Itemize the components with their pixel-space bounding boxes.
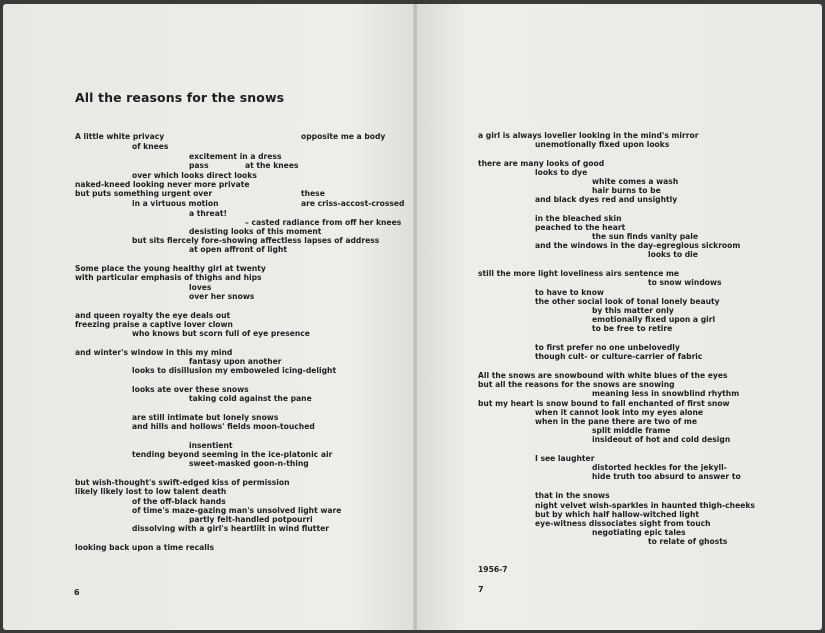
poem-line: the other social look of tonal lonely beauty bbox=[535, 297, 720, 306]
poem-line: looks to disillusion my emboweled icing-delight bbox=[132, 366, 337, 375]
poem-line: though cult- or culture-carrier of fabric bbox=[535, 352, 703, 361]
poem-line: but my heart is snow bound to fall enchanted of first snow bbox=[478, 399, 730, 408]
poem-line: to have to know bbox=[535, 288, 604, 297]
poem-line: to relate of ghosts bbox=[648, 537, 728, 546]
poem-line: taking cold against the pane bbox=[189, 394, 312, 403]
page-number: 7 bbox=[478, 585, 484, 594]
poem-line: in the bleached skin bbox=[535, 214, 622, 223]
poem-title: All the reasons for the snows bbox=[75, 90, 285, 105]
poem-line: peached to the heart bbox=[535, 223, 626, 232]
poem-date: 1956-7 bbox=[478, 565, 508, 574]
poem-line: at open affront of light bbox=[189, 245, 288, 254]
poem-line: meaning less in snowblind rhythm bbox=[592, 389, 740, 398]
poem-line: at the knees bbox=[245, 161, 299, 170]
poem-line: insideout of hot and cold design bbox=[592, 435, 731, 444]
poem-line: insentient bbox=[189, 441, 233, 450]
poem-line: looks to die bbox=[648, 250, 698, 259]
poem-line: tending beyond seeming in the ice-platonic air bbox=[132, 450, 333, 459]
poem-line: in a virtuous motion bbox=[132, 199, 219, 208]
poem-line: and queen royalty the eye deals out bbox=[75, 311, 231, 320]
poem-line: these bbox=[301, 189, 325, 198]
poem-line: A little white privacy bbox=[75, 132, 165, 141]
poem-line: with particular emphasis of thighs and hips bbox=[75, 273, 262, 282]
poem-line: loves bbox=[189, 283, 212, 292]
poem-line: freezing praise a captive lover clown bbox=[75, 320, 233, 329]
poem-line: All the snows are snowbound with white blues of the eyes bbox=[478, 371, 728, 380]
poem-line: naked-kneed looking never more private bbox=[75, 180, 250, 189]
poem-line: who knows but scorn full of eye presence bbox=[132, 329, 310, 338]
poem-line: are criss-accost-crossed bbox=[301, 199, 405, 208]
poem-line: sweet-masked goon-n-thing bbox=[189, 459, 309, 468]
poem-line: a girl is always lovelier looking in the mind's mirror bbox=[478, 131, 699, 140]
poem-line: over her snows bbox=[189, 292, 255, 301]
poem-line: of time's maze-gazing man's unsolved light ware bbox=[132, 506, 342, 515]
left-page bbox=[3, 4, 415, 630]
poem-line: and the windows in the day-egregious sickroom bbox=[535, 241, 741, 250]
poem-line: but by which half hallow-witched light bbox=[535, 510, 699, 519]
poem-line: to first prefer no one unbelovedly bbox=[535, 343, 680, 352]
poem-line: eye-witness dissociates sight from touch bbox=[535, 519, 711, 528]
poem-line: hair burns to be bbox=[592, 186, 661, 195]
poem-line: likely likely lost to low talent death bbox=[75, 487, 227, 496]
poem-line: distorted heckles for the jekyll- bbox=[592, 463, 727, 472]
poem-line: – casted radiance from off her knees bbox=[245, 218, 402, 227]
poem-line: and hills and hollows' fields moon-touched bbox=[132, 422, 315, 431]
poem-line: looks ate over these snows bbox=[132, 385, 249, 394]
poem-line: emotionally fixed upon a girl bbox=[592, 315, 716, 324]
poem-line: pass bbox=[189, 161, 209, 170]
poem-line: hide truth too absurd to answer to bbox=[592, 472, 741, 481]
poem-line: dissolving with a girl's heartlilt in wind flutter bbox=[132, 524, 329, 533]
poem-line: excitement in a dress bbox=[189, 152, 282, 161]
poem-line: night velvet wish-sparkles in haunted thigh-cheeks bbox=[535, 501, 755, 510]
poem-line: looks to dye bbox=[535, 168, 588, 177]
poem-line: opposite me a body bbox=[301, 132, 386, 141]
poem-line: desisting looks of this moment bbox=[189, 227, 322, 236]
poem-line: a threat! bbox=[189, 209, 227, 218]
poem-line: and black dyes red and unsightly bbox=[535, 195, 678, 204]
poem-line: to snow windows bbox=[648, 278, 722, 287]
poem-line: of knees bbox=[132, 142, 169, 151]
poem-line: still the more light loveliness airs sentence me bbox=[478, 269, 680, 278]
poem-line: there are many looks of good bbox=[478, 159, 605, 168]
poem-line: over which looks direct looks bbox=[132, 171, 257, 180]
poem-line: white comes a wash bbox=[592, 177, 679, 186]
poem-line: are still intimate but lonely snows bbox=[132, 413, 279, 422]
poem-line: split middle frame bbox=[592, 426, 671, 435]
page-number: 6 bbox=[74, 588, 80, 597]
poem-line: but sits fiercely fore-showing affectless lapses of address bbox=[132, 236, 380, 245]
poem-line: and winter's window in this my mind bbox=[75, 348, 233, 357]
poem-line: when in the pane there are two of me bbox=[535, 417, 697, 426]
poem-line: to be free to retire bbox=[592, 324, 673, 333]
poem-line: by this matter only bbox=[592, 306, 674, 315]
poem-line: I see laughter bbox=[535, 454, 595, 463]
poem-line: but all the reasons for the snows are snowing bbox=[478, 380, 675, 389]
poem-line: but wish-thought's swift-edged kiss of permission bbox=[75, 478, 290, 487]
poem-line: when it cannot look into my eyes alone bbox=[535, 408, 704, 417]
poem-line: unemotionally fixed upon looks bbox=[535, 140, 670, 149]
poem-line: the sun finds vanity pale bbox=[592, 232, 699, 241]
poem-line: that in the snows bbox=[535, 491, 610, 500]
right-page bbox=[417, 4, 822, 630]
poem-line: negotiating epic tales bbox=[592, 528, 686, 537]
poem-line: of the off-black hands bbox=[132, 497, 226, 506]
poem-line: partly felt-handled potpourri bbox=[189, 515, 313, 524]
poem-line: looking back upon a time recalls bbox=[75, 543, 214, 552]
poem-line: but puts something urgent over bbox=[75, 189, 213, 198]
poem-line: fantasy upon another bbox=[189, 357, 282, 366]
poem-line: Some place the young healthy girl at twenty bbox=[75, 264, 266, 273]
